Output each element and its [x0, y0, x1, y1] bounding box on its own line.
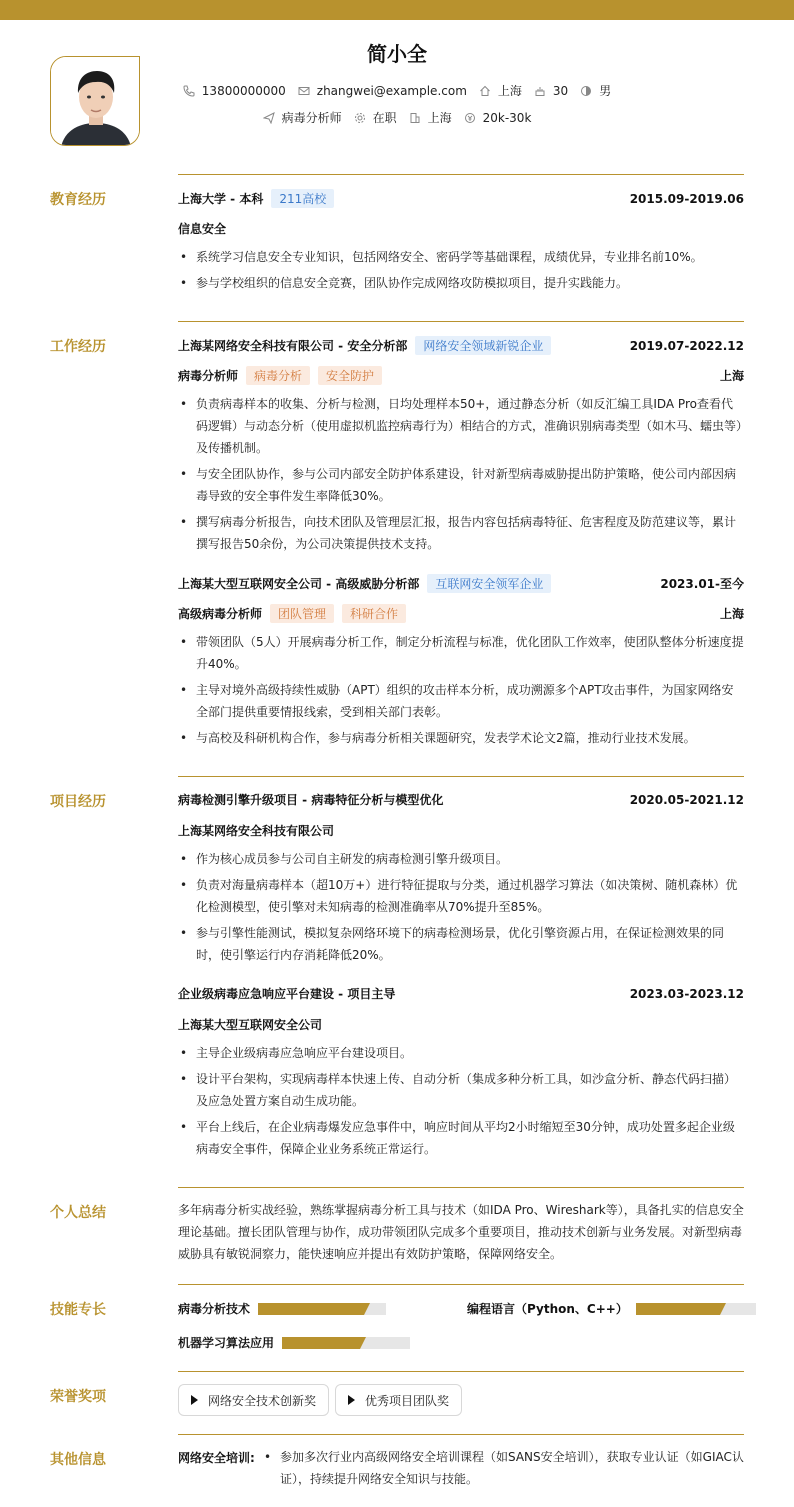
list-item: • 主导对境外高级持续性威胁（APT）组织的攻击样本分析，成功溯源多个APT攻击事件，为国家网络安全部门提供重要情报线索，受到相关部门表彰。 [178, 679, 744, 723]
list-item: • 参与学校组织的信息安全竞赛，团队协作完成网络攻防模拟项目，提升实践能力。 [178, 272, 744, 294]
project-org: 上海某大型互联网安全公司 [178, 1018, 323, 1032]
skill-bar-fill [282, 1337, 360, 1349]
award-badge: 优秀项目团队奖 [335, 1384, 462, 1416]
job-role: 高级病毒分析师 [178, 607, 263, 621]
skill-name: 机器学习算法应用 [178, 1336, 275, 1350]
award-badge: 网络安全技术创新奖 [178, 1384, 329, 1416]
play-icon [348, 1395, 355, 1405]
project-header [178, 791, 744, 808]
top-accent-bar [0, 0, 794, 20]
job-header [178, 336, 744, 355]
list-item: • 参加多次行业内高级网络安全培训课程（如SANS安全培训），获取专业认证（如GIAC认证），持续提升网络安全知识与技能。 [262, 1446, 744, 1490]
divider [178, 321, 744, 322]
list-item: • 与安全团队协作，参与公司内部安全防护体系建设，针对新型病毒威胁提出防护策略，使公司内部因病毒导致的安全事件发生率降低30%。 [178, 463, 744, 507]
project-org: 上海某网络安全科技有限公司 [178, 824, 335, 838]
job-period: 2019.07-2022.12 [629, 338, 744, 353]
job-bullets [178, 631, 744, 753]
list-item: • 设计平台架构，实现病毒样本快速上传、自动分析（集成多种分析工具，如沙盒分析、静态代码扫描）及应急处置方案自动生成功能。 [178, 1068, 744, 1112]
company-name: 上海某大型互联网安全公司 - 高级威胁分析部 [178, 577, 420, 591]
skill-name: 编程语言（Python、C++） [467, 1302, 628, 1316]
skill-bar [258, 1303, 386, 1315]
job-location: 上海 [719, 607, 744, 621]
expected-city-item: 上海 [409, 109, 452, 126]
list-item: • 系统学习信息安全专业知识，包括网络安全、密码学等基础课程，成绩优异，专业排名前10%。 [178, 246, 744, 268]
school-tag: 211高校 [271, 189, 334, 208]
job-title-item: 病毒分析师 [263, 109, 342, 126]
candidate-name: 简小全 [367, 42, 427, 66]
coin-icon [464, 112, 476, 124]
role-tag: 安全防护 [318, 366, 382, 385]
role-tag: 团队管理 [270, 604, 334, 623]
education-header [178, 189, 744, 208]
summary-text: 多年病毒分析实战经验，熟练掌握病毒分析工具与技术（如IDA Pro、Wireshark等），具备扎实的信息安全理论基础。擅长团队管理与协作，成功带领团队完成多个重要项目，推动技术创新与业务发展。对新型病毒威胁具有敏锐洞察力，能快速响应并提出有效防护策略，保障网络安全。 [178, 1203, 744, 1261]
skill-item [178, 1334, 410, 1351]
list-item: • 负责病毒样本的收集、分析与检测，日均处理样本50+，通过静态分析（如反汇编工具IDA Pro查看代码逻辑）与动态分析（使用虚拟机监控病毒行为）相结合的方式，准确识别病毒类型（如木马、蠕虫等）及传播机制。 [178, 393, 744, 459]
gender-icon [580, 85, 592, 97]
divider [178, 1187, 744, 1188]
major: 信息安全 [178, 222, 227, 236]
education-bullets [178, 246, 744, 298]
list-item: • 与高校及科研机构合作，参与病毒分析相关课题研究，发表学术论文2篇，推动行业技术发展。 [178, 727, 744, 749]
skill-bar-fill [258, 1303, 364, 1315]
skill-name: 病毒分析技术 [178, 1302, 251, 1316]
job-role: 病毒分析师 [178, 369, 239, 383]
section-title-summary: 个人总结 [50, 1205, 106, 1221]
play-icon [191, 1395, 198, 1405]
phone-item: 13800000000 [183, 84, 286, 98]
project-period: 2020.05-2021.12 [629, 792, 744, 807]
status-item: 在职 [354, 109, 397, 126]
avatar-portrait-icon [51, 57, 140, 146]
section-title-skills: 技能专长 [50, 1302, 106, 1318]
send-icon [263, 112, 275, 124]
mail-icon [298, 85, 310, 97]
salary-item: 20k-30k [464, 111, 532, 125]
job-role-row [178, 366, 744, 385]
company-name: 上海某网络安全科技有限公司 - 安全分析部 [178, 339, 408, 353]
skill-bar [282, 1337, 410, 1349]
education-period: 2015.09-2019.06 [629, 191, 744, 206]
avatar [50, 56, 140, 146]
contact-row [0, 82, 794, 99]
section-title-awards: 荣誉奖项 [50, 1389, 106, 1405]
gear-icon [354, 112, 366, 124]
project-bullets [178, 848, 744, 970]
company-tag: 互联网安全领军企业 [427, 574, 551, 593]
list-item: • 主导企业级病毒应急响应平台建设项目。 [178, 1042, 744, 1064]
building-icon [409, 112, 421, 124]
job-header [178, 574, 744, 593]
email-item: zhangwei@example.com [298, 84, 467, 98]
skill-item [467, 1300, 756, 1317]
other-label: 网络安全培训: [178, 1451, 255, 1465]
skill-bar [636, 1303, 756, 1315]
job-intent-row [0, 109, 794, 126]
gender-item: 男 [580, 82, 611, 99]
city-item: 上海 [479, 82, 522, 99]
divider [178, 1284, 744, 1285]
section-title-education: 教育经历 [50, 192, 106, 208]
section-title-other: 其他信息 [50, 1452, 106, 1468]
list-item: • 带领团队（5人）开展病毒分析工作，制定分析流程与标准，优化团队工作效率，使团队整体分析速度提升40%。 [178, 631, 744, 675]
school-name: 上海大学 - 本科 [178, 192, 264, 206]
skill-item [178, 1300, 386, 1317]
job-bullets [178, 393, 744, 559]
list-item: • 撰写病毒分析报告，向技术团队及管理层汇报，报告内容包括病毒特征、危害程度及防范建议等，累计撰写报告50余份，为公司决策提供技术支持。 [178, 511, 744, 555]
project-bullets [178, 1042, 744, 1164]
cake-icon [534, 85, 546, 97]
company-tag: 网络安全领域新锐企业 [415, 336, 551, 355]
other-bullets [262, 1446, 744, 1494]
project-name: 病毒检测引擎升级项目 - 病毒特征分析与模型优化 [178, 793, 444, 807]
job-period: 2023.01-至今 [660, 577, 744, 591]
divider [178, 776, 744, 777]
role-tag: 病毒分析 [246, 366, 310, 385]
project-period: 2023.03-2023.12 [629, 986, 744, 1001]
project-name: 企业级病毒应急响应平台建设 - 项目主导 [178, 987, 396, 1001]
section-title-projects: 项目经历 [50, 794, 106, 810]
project-header [178, 985, 744, 1002]
divider [178, 1434, 744, 1435]
job-role-row [178, 604, 744, 623]
phone-icon [183, 85, 195, 97]
list-item: • 平台上线后，在企业病毒爆发应急事件中，响应时间从平均2小时缩短至30分钟，成功处置多起企业级病毒安全事件，保障企业业务系统正常运行。 [178, 1116, 744, 1160]
list-item: • 负责对海量病毒样本（超10万+）进行特征提取与分类，通过机器学习算法（如决策树、随机森林）优化检测模型，使引擎对未知病毒的检测准确率从70%提升至85%。 [178, 874, 744, 918]
home-icon [479, 85, 491, 97]
list-item: • 参与引擎性能测试，模拟复杂网络环境下的病毒检测场景，优化引擎资源占用，在保证检测效果的同时，使引擎运行内存消耗降低20%。 [178, 922, 744, 966]
divider [178, 1371, 744, 1372]
age-item: 30 [534, 84, 568, 98]
divider [178, 174, 744, 175]
role-tag: 科研合作 [342, 604, 406, 623]
list-item: • 作为核心成员参与公司自主研发的病毒检测引擎升级项目。 [178, 848, 744, 870]
job-location: 上海 [719, 369, 744, 383]
skill-bar-fill [636, 1303, 720, 1315]
section-title-work: 工作经历 [50, 339, 106, 355]
